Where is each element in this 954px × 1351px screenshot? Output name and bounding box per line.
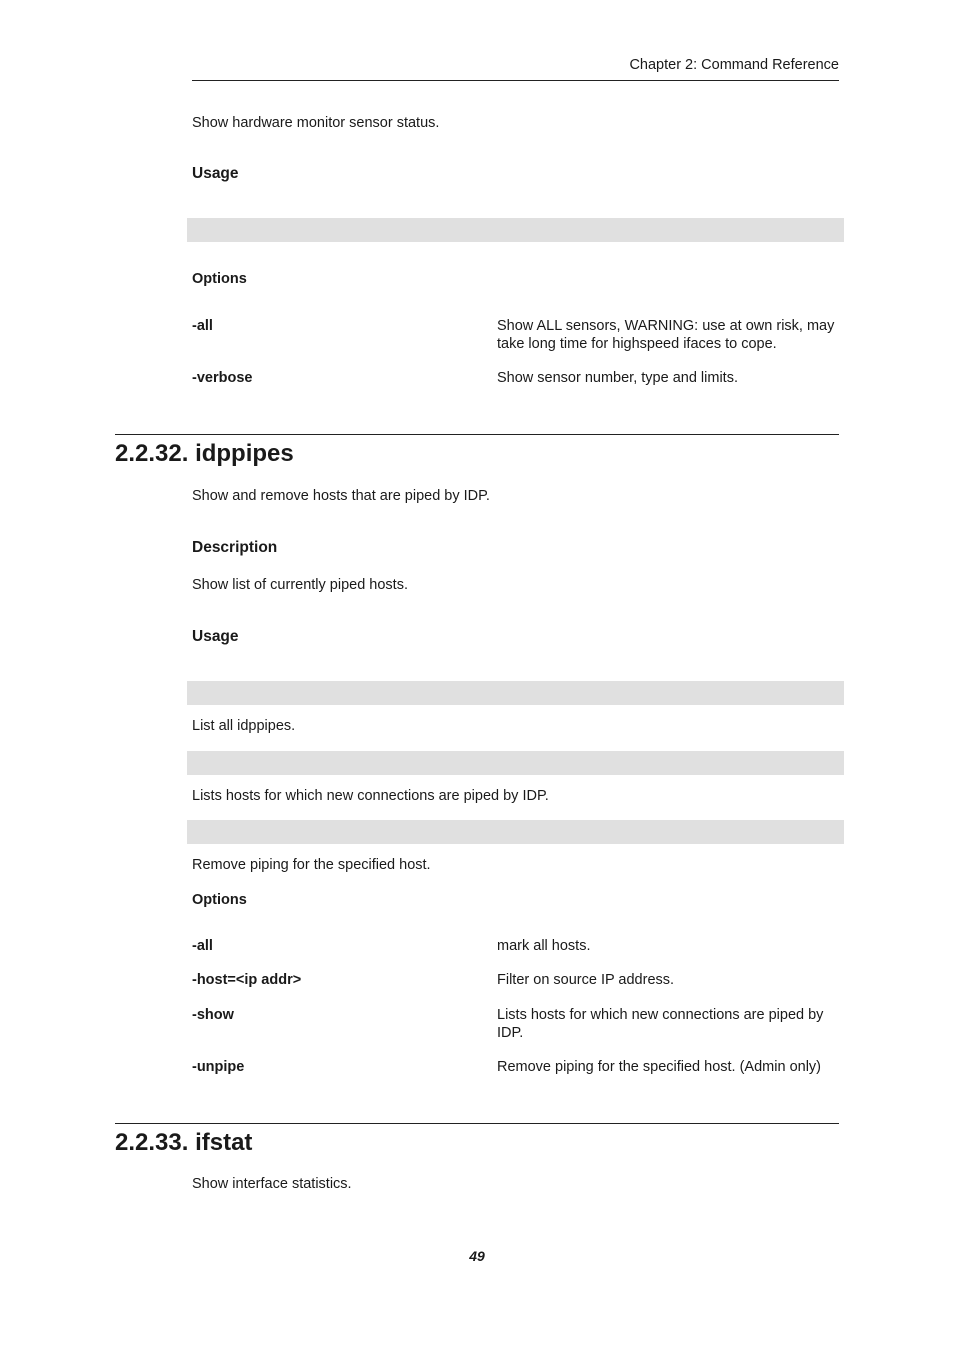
section-rule bbox=[115, 434, 839, 435]
idppipes-summary: Show and remove hosts that are piped by IDP. bbox=[192, 488, 490, 504]
option-description: Show ALL sensors, WARNING: use at own risk, may take long time for highspeed ifaces to cope. bbox=[497, 318, 835, 352]
option-name: -all bbox=[192, 318, 213, 334]
usage-explanation: Remove piping for the specified host. bbox=[192, 857, 431, 873]
section-title-ifstat: 2.2.33. ifstat bbox=[115, 1129, 253, 1156]
idppipes-usage-heading: Usage bbox=[192, 628, 239, 645]
page-number: 49 bbox=[469, 1248, 485, 1264]
section-rule bbox=[115, 1123, 839, 1124]
idppipes-usage-code-block bbox=[187, 751, 844, 775]
option-description: Lists hosts for which new connections are piped by IDP. bbox=[497, 1007, 824, 1041]
option-name: -unpipe bbox=[192, 1059, 245, 1075]
usage-explanation: List all idppipes. bbox=[192, 718, 296, 734]
option-description: Show sensor number, type and limits. bbox=[497, 370, 738, 386]
running-header-chapter: Chapter 2: Command Reference bbox=[629, 57, 839, 73]
option-name: -show bbox=[192, 1007, 234, 1023]
idppipes-description: Show list of currently piped hosts. bbox=[192, 577, 408, 593]
idppipes-options-heading: Options bbox=[192, 892, 247, 908]
option-description: mark all hosts. bbox=[497, 938, 591, 954]
ifstat-summary: Show interface statistics. bbox=[192, 1176, 352, 1192]
idppipes-usage-code-block bbox=[187, 820, 844, 844]
hwmon-usage-heading: Usage bbox=[192, 165, 239, 182]
option-name: -all bbox=[192, 938, 213, 954]
idppipes-description-heading: Description bbox=[192, 539, 278, 556]
option-description: Filter on source IP address. bbox=[497, 972, 675, 988]
hwmon-options-heading: Options bbox=[192, 271, 247, 287]
usage-explanation: Lists hosts for which new connections are piped by IDP. bbox=[192, 788, 549, 804]
option-description: Remove piping for the specified host. (Admin only) bbox=[497, 1059, 821, 1075]
hwmon-summary: Show hardware monitor sensor status. bbox=[192, 115, 440, 131]
option-name: -host=<ip addr> bbox=[192, 972, 302, 988]
header-rule bbox=[192, 80, 839, 81]
option-name: -verbose bbox=[192, 370, 253, 386]
section-title-idppipes: 2.2.32. idppipes bbox=[115, 440, 294, 467]
idppipes-usage-code-block bbox=[187, 681, 844, 705]
hwmon-usage-code-block bbox=[187, 218, 844, 242]
